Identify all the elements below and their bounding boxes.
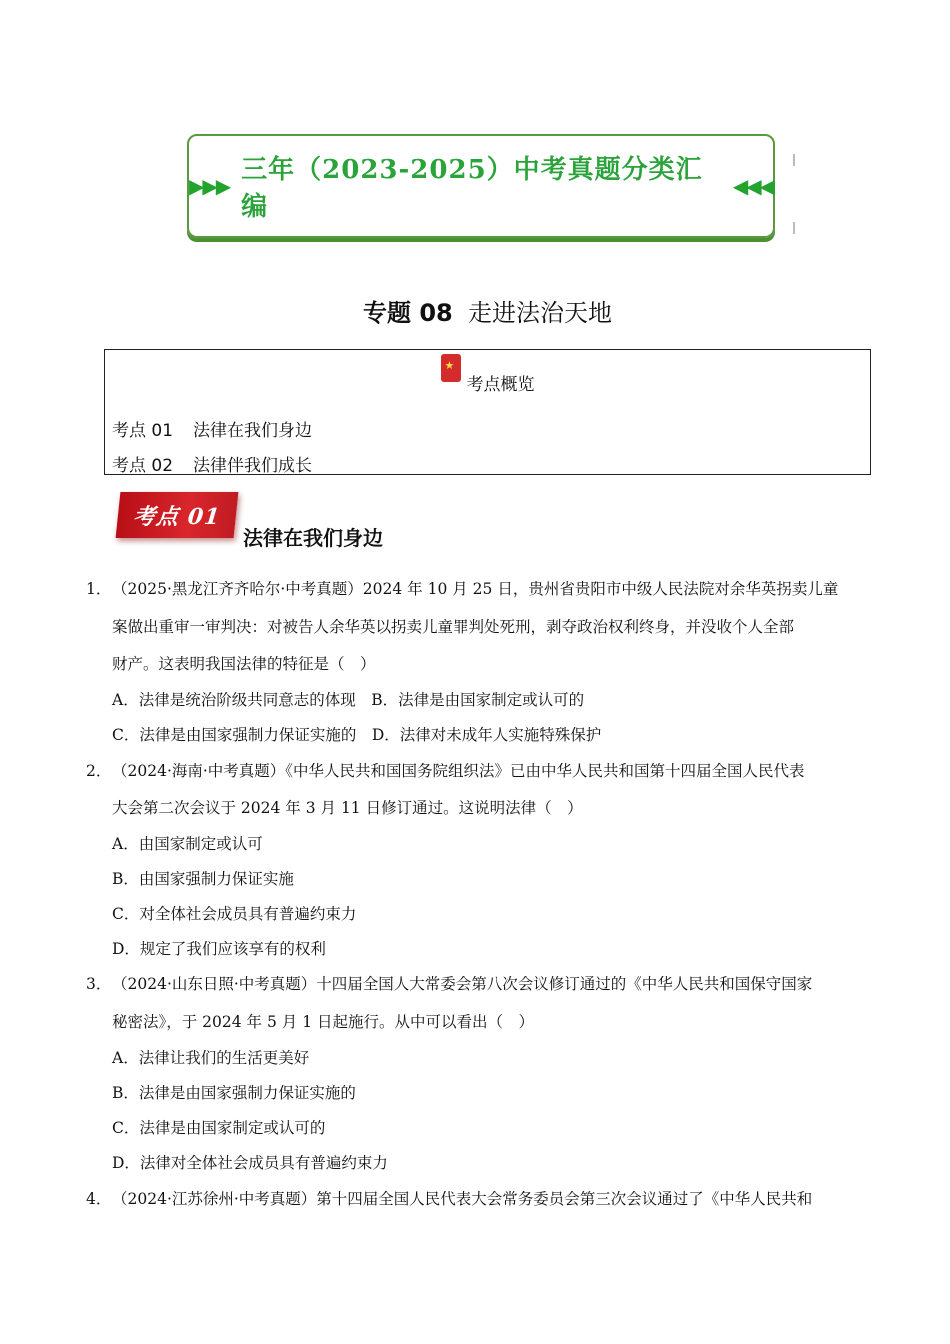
left-arrows-icon: ◀◀◀: [732, 174, 773, 198]
section-title: 法律在我们身边: [243, 526, 383, 550]
question-text: 秘密法》，于 2024 年 5 月 1 日起施行。从中可以看出（ ）: [112, 1013, 534, 1031]
question-text: （2024·海南·中考真题）《中华人民共和国国务院组织法》已由中华人民共和国第十四届全国人民代表: [112, 762, 805, 780]
section-badge-text: 考点 01: [131, 503, 222, 530]
banner-title: 三年（2023-2025）中考真题分类汇编: [241, 155, 703, 222]
option-line: B．法律是由国家强制力保证实施的: [112, 1084, 356, 1102]
topic-title: 走进法治天地: [468, 299, 613, 327]
overview-item: [112, 451, 312, 476]
option-line: C．法律是由国家强制力保证实施的 D．法律对未成年人实施特殊保护: [112, 726, 602, 744]
option-line: D．法律对全体社会成员具有普遍约束力: [112, 1154, 388, 1172]
question-text: （2025·黑龙江齐齐哈尔·中考真题）2024 年 10 月 25 日，贵州省贵阳市中级人民法院对余华英拐卖儿童: [112, 580, 839, 598]
question-text: （2024·江苏徐州·中考真题）第十四届全国人民代表大会常务委员会第三次会议通过了《中华人民共和: [112, 1190, 813, 1208]
margin-mark: [793, 154, 795, 166]
option-line: A．法律让我们的生活更美好: [112, 1049, 310, 1067]
overview-item: [112, 416, 312, 441]
option-line: C．对全体社会成员具有普遍约束力: [112, 905, 357, 923]
topic-number: 专题 08: [362, 299, 453, 327]
right-arrows-icon: ▶▶▶: [189, 174, 230, 198]
overview-heading: [105, 366, 870, 395]
overview-item-num: 考点 01: [112, 421, 174, 441]
option-line: B．由国家强制力保证实施: [112, 870, 294, 888]
title-banner: [187, 134, 775, 238]
book-icon: [441, 354, 461, 382]
question-number: 3．: [86, 975, 112, 993]
overview-item-label: 法律在我们身边: [193, 421, 313, 441]
question-number: 1．: [86, 580, 112, 598]
question-number: 4．: [86, 1190, 112, 1208]
overview-item-label: 法律伴我们成长: [193, 456, 313, 476]
question-text: 案做出重审一审判决：对被告人余华英以拐卖儿童罪判处死刑，剥夺政治权利终身，并没收个人全部: [112, 618, 795, 636]
document-title: [0, 293, 950, 328]
overview-heading-text: 考点概览: [466, 375, 535, 395]
question-text: 财产。这表明我国法律的特征是（ ）: [112, 655, 376, 673]
option-line: A．由国家制定或认可: [112, 835, 263, 853]
option-line: A．法律是统治阶级共同意志的体现 B．法律是由国家制定或认可的: [112, 691, 585, 709]
question-text: （2024·山东日照·中考真题）十四届全国人大常委会第八次会议修订通过的《中华人民共和国保守国家: [112, 975, 813, 993]
overview-item-num: 考点 02: [112, 456, 174, 476]
question-number: 2．: [86, 762, 112, 780]
overview-box: [104, 349, 871, 475]
section-badge: [116, 492, 239, 538]
option-line: C．法律是由国家制定或认可的: [112, 1119, 326, 1137]
question-text: 大会第二次会议于 2024 年 3 月 11 日修订通过。这说明法律（ ）: [112, 799, 583, 817]
margin-mark: [793, 222, 795, 234]
option-line: D．规定了我们应该享有的权利: [112, 940, 326, 958]
